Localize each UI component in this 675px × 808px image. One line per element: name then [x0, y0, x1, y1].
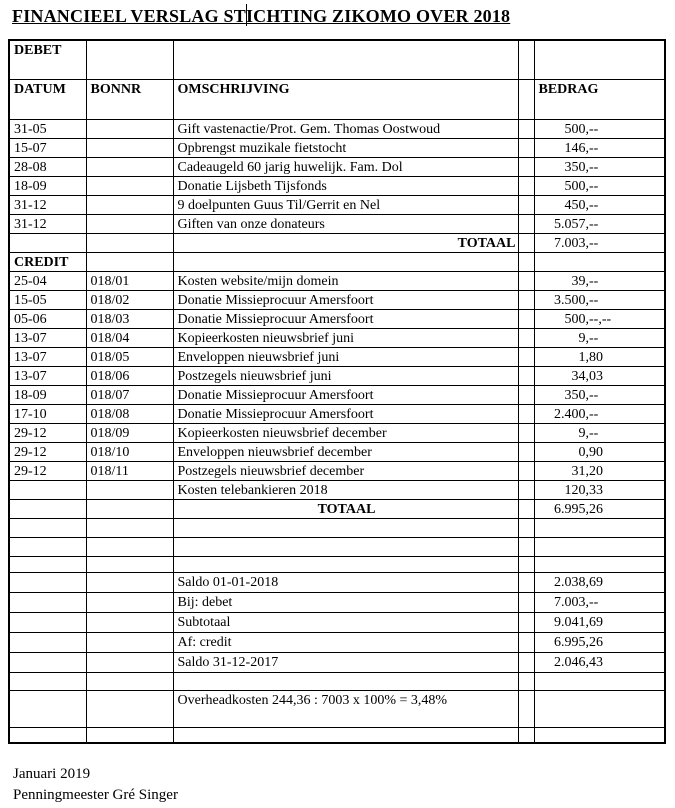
amount-integer-part: 500 — [564, 311, 586, 327]
cell-bedrag — [534, 480, 665, 499]
amount-decimal-part: ,-- — [585, 406, 599, 422]
cell-bedrag — [534, 632, 665, 652]
table-row — [9, 195, 665, 214]
cell-bedrag — [534, 518, 665, 537]
amount-decimal-part: ,90 — [585, 444, 603, 460]
empty-row — [9, 672, 665, 690]
cell-omschrijving: Bij: debet — [173, 592, 518, 612]
cell-bonnr — [86, 499, 173, 518]
cell-omschrijving: Enveloppen nieuwsbrief december — [173, 442, 518, 461]
amount-decimal-part: ,-- — [585, 330, 599, 346]
cell-datum: 15-05 — [9, 290, 86, 309]
cell-omschrijving — [173, 537, 518, 556]
section-label: CREDIT — [9, 252, 86, 271]
cell-bedrag — [534, 556, 665, 572]
cell-datum: 25-04 — [9, 271, 86, 290]
amount-decimal-part: ,03 — [585, 368, 603, 384]
amount-decimal-part: ,33 — [585, 482, 603, 498]
amount-integer-part: 9.041 — [554, 614, 586, 630]
cell-omschrijving: Kopieerkosten nieuwsbrief december — [173, 423, 518, 442]
amount-integer-part: 6.995 — [554, 634, 586, 650]
amount-integer-part: 500 — [564, 178, 586, 194]
cell-datum — [9, 499, 86, 518]
cell-bonnr: 018/02 — [86, 290, 173, 309]
page-title-after-cursor: ICHTING ZIKOMO OVER 2018 — [245, 6, 511, 26]
cell-spacer — [518, 347, 534, 366]
empty-row — [9, 727, 665, 743]
amount-decimal-part: ,-- — [585, 387, 599, 403]
section-label: DEBET — [9, 40, 86, 79]
cell-spacer — [518, 271, 534, 290]
cell-datum — [9, 556, 86, 572]
amount-integer-part: 9 — [578, 330, 586, 346]
cell-bonnr — [86, 252, 173, 271]
cell-spacer — [518, 480, 534, 499]
footer-signature: Penningmeester Gré Singer — [13, 787, 178, 803]
empty-row — [9, 556, 665, 572]
amount-integer-part: 6.995 — [554, 501, 586, 517]
cell-datum — [9, 592, 86, 612]
amount-integer-part: 39 — [571, 273, 586, 289]
cell-bedrag — [534, 328, 665, 347]
cell-bonnr — [86, 518, 173, 537]
cell-bedrag — [534, 195, 665, 214]
cell-bedrag — [534, 366, 665, 385]
table-row — [9, 461, 665, 480]
page-title — [12, 4, 510, 27]
cell-omschrijving: Postzegels nieuwsbrief december — [173, 461, 518, 480]
cell-bedrag — [534, 157, 665, 176]
cell-bonnr — [86, 672, 173, 690]
amount-decimal-part: ,20 — [585, 463, 603, 479]
cell-datum — [9, 652, 86, 672]
cell-omschrijving: Opbrengst muzikale fietstocht — [173, 138, 518, 157]
cell-omschrijving — [173, 556, 518, 572]
cell-spacer — [518, 138, 534, 157]
amount-decimal-part: ,--,-- — [585, 311, 612, 327]
cell-bonnr — [86, 480, 173, 499]
cell-bedrag — [534, 252, 665, 271]
amount-decimal-part: ,26 — [585, 501, 603, 517]
cell-datum: 18-09 — [9, 385, 86, 404]
cell-datum: 05-06 — [9, 309, 86, 328]
cell-omschrijving: Enveloppen nieuwsbrief juni — [173, 347, 518, 366]
amount-decimal-part: ,69 — [585, 614, 603, 630]
cell-spacer — [518, 612, 534, 632]
table-row — [9, 290, 665, 309]
cell-datum — [9, 632, 86, 652]
ledger-table-body — [9, 40, 665, 743]
cell-datum: 29-12 — [9, 423, 86, 442]
section-row-credit — [9, 252, 665, 271]
amount-integer-part: 2.038 — [554, 574, 586, 590]
amount-decimal-part: ,26 — [585, 634, 603, 650]
totaal-label: TOTAAL — [173, 499, 518, 518]
table-row — [9, 138, 665, 157]
cell-datum — [9, 480, 86, 499]
cell-omschrijving: Donatie Lijsbeth Tijsfonds — [173, 176, 518, 195]
cell-bonnr — [86, 592, 173, 612]
empty-row — [9, 537, 665, 556]
amount-decimal-part: ,-- — [585, 273, 599, 289]
amount-decimal-part: ,-- — [585, 235, 599, 251]
cell-bedrag — [534, 572, 665, 592]
cell-spacer — [518, 556, 534, 572]
cell-bedrag — [534, 214, 665, 233]
amount-integer-part: 31 — [571, 463, 586, 479]
table-row — [9, 480, 665, 499]
column-header-row — [9, 79, 665, 119]
column-header-spacer — [518, 79, 534, 119]
cell-bonnr — [86, 138, 173, 157]
cell-omschrijving: Postzegels nieuwsbrief juni — [173, 366, 518, 385]
cell-spacer — [518, 727, 534, 743]
cell-bedrag — [534, 233, 665, 252]
amount-decimal-part: ,-- — [585, 594, 599, 610]
cell-bonnr — [86, 157, 173, 176]
cell-omschrijving: Kosten telebankieren 2018 — [173, 480, 518, 499]
table-row — [9, 632, 665, 652]
cell-bedrag — [534, 176, 665, 195]
table-row — [9, 328, 665, 347]
cell-bonnr — [86, 612, 173, 632]
cell-bonnr — [86, 572, 173, 592]
cell-datum — [9, 690, 86, 727]
amount-decimal-part: ,43 — [585, 654, 603, 670]
cell-datum — [9, 537, 86, 556]
cell-bonnr — [86, 119, 173, 138]
cell-omschrijving — [173, 252, 518, 271]
table-row — [9, 271, 665, 290]
cell-bonnr: 018/07 — [86, 385, 173, 404]
table-row — [9, 214, 665, 233]
amount-decimal-part: ,-- — [585, 159, 599, 175]
cell-bonnr — [86, 214, 173, 233]
empty-row — [9, 518, 665, 537]
cell-omschrijving: 9 doelpunten Guus Til/Gerrit en Nel — [173, 195, 518, 214]
column-header-bonnr: BONNR — [86, 79, 173, 119]
cell-bonnr — [86, 690, 173, 727]
cell-datum: 17-10 — [9, 404, 86, 423]
table-row — [9, 423, 665, 442]
cell-bonnr: 018/04 — [86, 328, 173, 347]
table-row — [9, 652, 665, 672]
cell-bedrag — [534, 290, 665, 309]
cell-spacer — [518, 461, 534, 480]
cell-bedrag — [534, 347, 665, 366]
table-row — [9, 119, 665, 138]
amount-decimal-part: ,-- — [585, 425, 599, 441]
amount-decimal-part: ,-- — [585, 140, 599, 156]
cell-omschrijving: Donatie Missieprocuur Amersfoort — [173, 309, 518, 328]
document-footer — [13, 764, 178, 806]
cell-spacer — [518, 442, 534, 461]
cell-datum: 13-07 — [9, 328, 86, 347]
amount-decimal-part: ,-- — [585, 197, 599, 213]
amount-integer-part: 350 — [564, 159, 586, 175]
cell-bedrag — [534, 271, 665, 290]
cell-bonnr: 018/03 — [86, 309, 173, 328]
cell-bedrag — [534, 612, 665, 632]
cell-bonnr: 018/10 — [86, 442, 173, 461]
cell-spacer — [518, 592, 534, 612]
table-row — [9, 404, 665, 423]
cell-omschrijving — [173, 518, 518, 537]
cell-datum: 29-12 — [9, 442, 86, 461]
cell-datum: 18-09 — [9, 176, 86, 195]
totaal-row — [9, 233, 665, 252]
cell-spacer — [518, 309, 534, 328]
cell-spacer — [518, 119, 534, 138]
cell-bedrag — [534, 423, 665, 442]
cell-bonnr — [86, 537, 173, 556]
cell-spacer — [518, 385, 534, 404]
cell-bonnr — [86, 176, 173, 195]
amount-integer-part: 450 — [564, 197, 586, 213]
table-row — [9, 347, 665, 366]
cell-bedrag — [534, 499, 665, 518]
totaal-row — [9, 499, 665, 518]
cell-omschrijving: Overheadkosten 244,36 : 7003 x 100% = 3,48% — [173, 690, 518, 727]
table-row — [9, 572, 665, 592]
cell-bonnr: 018/01 — [86, 271, 173, 290]
table-row — [9, 592, 665, 612]
cell-spacer — [518, 290, 534, 309]
cell-bedrag — [534, 690, 665, 727]
cell-omschrijving — [173, 672, 518, 690]
cell-bedrag — [534, 672, 665, 690]
cell-bonnr — [86, 233, 173, 252]
cell-datum — [9, 727, 86, 743]
amount-integer-part: 34 — [571, 368, 586, 384]
cell-bonnr: 018/06 — [86, 366, 173, 385]
cell-spacer — [518, 40, 534, 79]
cell-spacer — [518, 404, 534, 423]
cell-bonnr — [86, 195, 173, 214]
cell-bedrag — [534, 537, 665, 556]
cell-omschrijving: Af: credit — [173, 632, 518, 652]
cell-datum — [9, 672, 86, 690]
cell-spacer — [518, 252, 534, 271]
cell-bedrag — [534, 727, 665, 743]
amount-integer-part: 7.003 — [554, 594, 586, 610]
cell-omschrijving: Kosten website/mijn domein — [173, 271, 518, 290]
amount-decimal-part: ,-- — [585, 216, 599, 232]
amount-integer-part: 9 — [578, 425, 586, 441]
cell-omschrijving — [173, 727, 518, 743]
amount-integer-part: 500 — [564, 121, 586, 137]
amount-integer-part: 350 — [564, 387, 586, 403]
table-row — [9, 690, 665, 727]
cell-omschrijving: Donatie Missieprocuur Amersfoort — [173, 385, 518, 404]
cell-bedrag — [534, 119, 665, 138]
column-header-bedrag: BEDRAG — [534, 79, 665, 119]
totaal-label: TOTAAL — [173, 233, 518, 252]
cell-datum: 31-12 — [9, 214, 86, 233]
cell-bedrag — [534, 461, 665, 480]
cell-spacer — [518, 652, 534, 672]
cell-datum: 28-08 — [9, 157, 86, 176]
cell-datum: 31-05 — [9, 119, 86, 138]
cell-bedrag — [534, 40, 665, 79]
cell-omschrijving: Donatie Missieprocuur Amersfoort — [173, 404, 518, 423]
column-header-omschrijving: OMSCHRIJVING — [173, 79, 518, 119]
column-header-datum: DATUM — [9, 79, 86, 119]
footer-date: Januari 2019 — [13, 766, 91, 782]
amount-integer-part: 3.500 — [554, 292, 586, 308]
cell-spacer — [518, 672, 534, 690]
cell-spacer — [518, 499, 534, 518]
amount-integer-part: 2.046 — [554, 654, 586, 670]
amount-decimal-part: ,-- — [585, 178, 599, 194]
amount-decimal-part: ,-- — [585, 292, 599, 308]
cell-datum: 29-12 — [9, 461, 86, 480]
amount-integer-part: 146 — [564, 140, 586, 156]
cell-spacer — [518, 214, 534, 233]
amount-integer-part: 1 — [578, 349, 586, 365]
cell-spacer — [518, 233, 534, 252]
section-row-debet — [9, 40, 665, 79]
cell-bonnr — [86, 652, 173, 672]
cell-bonnr: 018/05 — [86, 347, 173, 366]
cell-bonnr — [86, 556, 173, 572]
amount-integer-part: 5.057 — [554, 216, 586, 232]
cell-spacer — [518, 518, 534, 537]
cell-omschrijving: Subtotaal — [173, 612, 518, 632]
cell-datum: 13-07 — [9, 347, 86, 366]
cell-spacer — [518, 572, 534, 592]
cell-spacer — [518, 366, 534, 385]
cell-omschrijving: Cadeaugeld 60 jarig huwelijk. Fam. Dol — [173, 157, 518, 176]
amount-decimal-part: ,-- — [585, 121, 599, 137]
table-row — [9, 366, 665, 385]
cell-datum: 13-07 — [9, 366, 86, 385]
cell-spacer — [518, 423, 534, 442]
cell-spacer — [518, 632, 534, 652]
cell-bedrag — [534, 592, 665, 612]
cell-bonnr: 018/11 — [86, 461, 173, 480]
cell-datum: 15-07 — [9, 138, 86, 157]
cell-omschrijving: Saldo 01-01-2018 — [173, 572, 518, 592]
cell-spacer — [518, 328, 534, 347]
cell-spacer — [518, 537, 534, 556]
financial-ledger-table — [8, 39, 666, 744]
cell-spacer — [518, 176, 534, 195]
cell-spacer — [518, 157, 534, 176]
cell-spacer — [518, 690, 534, 727]
cell-bonnr — [86, 727, 173, 743]
cell-datum — [9, 233, 86, 252]
table-row — [9, 309, 665, 328]
cell-bedrag — [534, 309, 665, 328]
cell-bonnr — [86, 632, 173, 652]
amount-decimal-part: ,80 — [585, 349, 603, 365]
cell-bonnr: 018/08 — [86, 404, 173, 423]
cell-bedrag — [534, 385, 665, 404]
table-row — [9, 176, 665, 195]
cell-bedrag — [534, 138, 665, 157]
amount-integer-part: 7.003 — [554, 235, 586, 251]
table-row — [9, 385, 665, 404]
cell-spacer — [518, 195, 534, 214]
table-row — [9, 612, 665, 632]
cell-bedrag — [534, 442, 665, 461]
cell-omschrijving — [173, 40, 518, 79]
cell-omschrijving: Donatie Missieprocuur Amersfoort — [173, 290, 518, 309]
cell-omschrijving: Saldo 31-12-2017 — [173, 652, 518, 672]
cell-bonnr: 018/09 — [86, 423, 173, 442]
cell-bonnr — [86, 40, 173, 79]
cell-datum — [9, 572, 86, 592]
cell-datum: 31-12 — [9, 195, 86, 214]
amount-decimal-part: ,69 — [585, 574, 603, 590]
amount-integer-part: 120 — [564, 482, 586, 498]
table-row — [9, 157, 665, 176]
amount-integer-part: 2.400 — [554, 406, 586, 422]
cell-bedrag — [534, 404, 665, 423]
amount-integer-part: 0 — [578, 444, 586, 460]
cell-omschrijving: Gift vastenactie/Prot. Gem. Thomas Oostwoud — [173, 119, 518, 138]
table-row — [9, 442, 665, 461]
cell-datum — [9, 612, 86, 632]
page-title-before-cursor: FINANCIEEL VERSLAG ST — [12, 6, 246, 26]
cell-datum — [9, 518, 86, 537]
cell-omschrijving: Giften van onze donateurs — [173, 214, 518, 233]
cell-omschrijving: Kopieerkosten nieuwsbrief juni — [173, 328, 518, 347]
cell-bedrag — [534, 652, 665, 672]
